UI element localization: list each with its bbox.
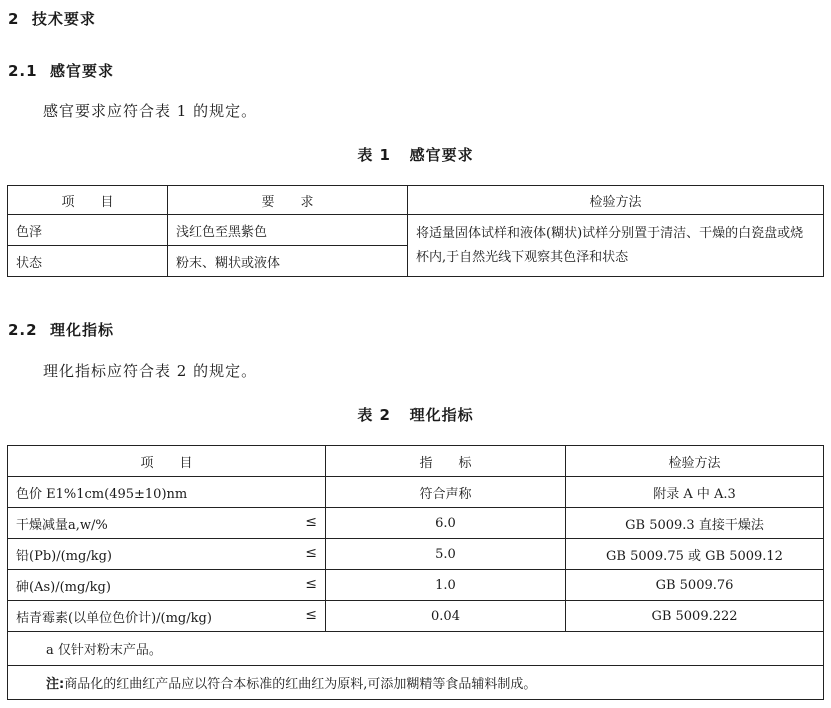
less-equal-symbol: ≤ [305,544,317,561]
cell-item: 色泽 [8,215,168,246]
header-requirement: 要 求 [168,186,408,215]
less-equal-symbol: ≤ [305,606,317,623]
table-2 [7,445,824,700]
section-2-2-paragraph: 理化指标应符合表 2 的规定。 [43,362,258,380]
table-row [8,477,824,508]
cell-item-container [8,601,326,632]
less-equal-symbol: ≤ [305,575,317,592]
cell-item-container [8,570,326,601]
section-2-2-heading [8,319,114,340]
cell-item: 色价 E1%1cm(495±10)nm [8,477,326,508]
footnote: a 仅针对粉末产品。 [8,632,824,666]
cell-item-container [8,508,326,539]
table-1-caption: 表 1 感官要求 [357,146,474,164]
cell-item: 铅(Pb)/(mg/kg) [16,548,112,564]
section-2-1-paragraph: 感官要求应符合表 1 的规定。 [43,102,258,120]
header-value: 指 标 [326,446,566,477]
cell-method: 附录 A 中 A.3 [566,477,824,508]
header-method: 检验方法 [408,186,824,215]
cell-method: GB 5009.76 [566,570,824,601]
section-2-heading [8,8,96,29]
section-title: 技术要求 [31,10,96,28]
header-method: 检验方法 [566,446,824,477]
table-row [8,539,824,570]
cell-value: 5.0 [326,539,566,570]
note-row [8,666,824,700]
cell-requirement: 粉末、糊状或液体 [168,246,408,277]
cell-item: 桔青霉素(以单位色价计)/(mg/kg) [16,610,212,626]
cell-method: GB 5009.222 [566,601,824,632]
cell-item: 干燥减量a,w/% [16,517,108,533]
cell-value: 符合声称 [326,477,566,508]
cell-method: GB 5009.3 直接干燥法 [566,508,824,539]
cell-value: 6.0 [326,508,566,539]
table-row [8,570,824,601]
section-title: 理化指标 [50,321,115,339]
cell-method: GB 5009.75 或 GB 5009.12 [566,539,824,570]
cell-item: 砷(As)/(mg/kg) [16,579,111,595]
header-item: 项 目 [8,186,168,215]
footnote-row [8,632,824,666]
cell-method: 将适量固体试样和液体(糊状)试样分别置于清洁、干燥的白瓷盘或烧杯内,于自然光线下观察其色泽和状态 [408,215,824,277]
table-row [8,215,824,246]
cell-value: 0.04 [326,601,566,632]
table-2-caption: 表 2 理化指标 [357,406,474,424]
table-header-row [8,446,824,477]
note-cell [8,666,824,700]
section-number: 2.2 [8,321,38,339]
section-2-1-heading [8,60,114,81]
cell-item-container [8,539,326,570]
note-text: 商品化的红曲红产品应以符合本标准的红曲红为原料,可添加糊精等食品辅料制成。 [64,677,537,692]
section-title: 感官要求 [50,62,115,80]
table-header-row [8,186,824,215]
less-equal-symbol: ≤ [305,513,317,530]
table-1 [7,185,824,277]
section-number: 2 [8,10,20,28]
table-row [8,508,824,539]
header-item: 项 目 [8,446,326,477]
note-label: 注: [46,677,65,692]
cell-value: 1.0 [326,570,566,601]
table-row [8,601,824,632]
cell-item: 状态 [8,246,168,277]
cell-requirement: 浅红色至黑紫色 [168,215,408,246]
section-number: 2.1 [8,62,38,80]
